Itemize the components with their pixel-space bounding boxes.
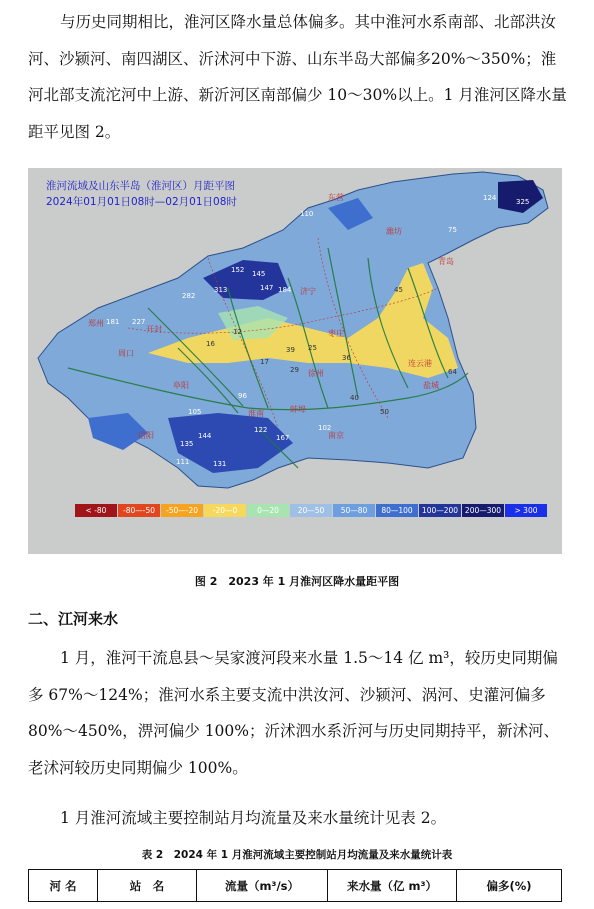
paragraph-table-intro: 1 月淮河流域主要控制站月均流量及来水量统计见表 2。	[60, 809, 447, 827]
city-label: 潍坊	[386, 227, 402, 236]
map-legend	[75, 504, 548, 517]
precipitation-anomaly-map	[28, 168, 562, 554]
map-value: 50	[380, 408, 389, 416]
map-value: 111	[176, 458, 190, 466]
city-label: 阜阳	[173, 381, 189, 390]
map-value: 96	[238, 392, 247, 400]
stats-table	[28, 869, 562, 902]
map-value: 227	[132, 318, 146, 326]
legend-swatch: 80—100	[376, 504, 418, 517]
legend-swatch: < -80	[75, 504, 117, 517]
figure-caption: 图 2 2023 年 1 月淮河区降水量距平图	[194, 575, 400, 588]
legend-swatch: -80—-50	[118, 504, 160, 517]
city-label: 开封	[146, 325, 162, 334]
city-label: 周口	[118, 349, 134, 358]
city-label: 淮南	[248, 409, 264, 418]
map-graphic	[28, 168, 562, 554]
map-value: 64	[448, 368, 457, 376]
city-label: 南京	[328, 431, 344, 440]
map-value: 39	[286, 346, 295, 354]
map-value: 147	[260, 284, 274, 292]
map-value: 152	[231, 266, 245, 274]
paragraph-inflow: 1 月，淮河干流息县～吴家渡河段来水量 1.5～14 亿 m³，较历史同期偏多 67%～124%；淮河水系主要支流中洪汝河、沙颍河、涡河、史灌河偏多 80%～450%，淠河偏少 100%；沂沭泗水系沂河与历史同期持平，新沭河、老沭河较历史同期偏少 100%。	[28, 649, 560, 777]
map-value: 135	[180, 440, 194, 448]
legend-swatch: -20—0	[204, 504, 246, 517]
map-value: 45	[394, 286, 403, 294]
map-value: 105	[188, 408, 202, 416]
legend-swatch: 0—20	[247, 504, 289, 517]
map-value: 131	[213, 460, 227, 468]
city-label: 济宁	[300, 287, 316, 296]
city-label: 郑州	[88, 319, 104, 328]
legend-swatch: 50—80	[333, 504, 375, 517]
map-value: 102	[318, 424, 332, 432]
map-value: 75	[448, 226, 457, 234]
map-value: 17	[260, 358, 269, 366]
paragraph-precipitation: 与历史同期相比，淮河区降水量总体偏多。其中淮河水系南部、北部洪汝河、沙颍河、南四湖区、沂沭河中下游、山东半岛大部偏多20%～350%；淮河北部支流沱河中上游、新沂河区南部偏少 10～30%以上。1 月淮河区降水量距平见图 2。	[28, 13, 567, 141]
section-title: 二、江河来水	[28, 610, 119, 628]
legend-swatch: 200—300	[462, 504, 504, 517]
legend-swatch: -50—-20	[161, 504, 203, 517]
city-label: 东营	[328, 193, 344, 202]
table-header-cell: 来水量（亿 m³）	[328, 870, 457, 902]
legend-swatch: 100—200	[419, 504, 461, 517]
table-header-cell: 偏多(%)	[457, 870, 562, 902]
city-label: 枣庄	[328, 329, 344, 338]
map-value: 144	[198, 432, 212, 440]
map-value: 25	[308, 344, 317, 352]
city-label: 信阳	[138, 431, 154, 440]
map-value: 16	[206, 340, 215, 348]
legend-swatch: 20—50	[290, 504, 332, 517]
map-value: 184	[278, 286, 292, 294]
map-title	[46, 178, 237, 210]
map-value: 36	[342, 354, 351, 362]
city-label: 蚌埠	[290, 405, 306, 414]
map-value: 40	[350, 394, 359, 402]
map-title-line2: 2024年01月01日08时—02月01日08时	[46, 196, 237, 208]
map-value: 282	[182, 292, 196, 300]
city-label: 青岛	[438, 257, 454, 266]
legend-swatch: > 300	[505, 504, 547, 517]
map-value: 167	[276, 434, 290, 442]
map-value: 12	[233, 328, 242, 336]
map-value: 325	[516, 198, 530, 206]
table-header-row	[29, 870, 562, 902]
map-value: 181	[106, 318, 120, 326]
map-value: 122	[254, 426, 268, 434]
table-header-cell: 河 名	[29, 870, 98, 902]
table-header-cell: 站 名	[98, 870, 197, 902]
map-value: 110	[300, 210, 314, 218]
map-value: 313	[214, 286, 228, 294]
city-label: 徐州	[308, 369, 324, 378]
city-label: 盐城	[423, 381, 439, 390]
map-value: 145	[252, 270, 266, 278]
table-header-cell: 流量（m³/s）	[197, 870, 328, 902]
city-label: 连云港	[408, 359, 432, 368]
map-title-line1: 淮河流域及山东半岛（淮河区）月距平图	[46, 180, 235, 192]
map-value: 29	[290, 366, 299, 374]
table-caption: 表 2 2024 年 1 月淮河流域主要控制站月均流量及来水量统计表	[141, 849, 453, 861]
map-value: 124	[483, 194, 497, 202]
